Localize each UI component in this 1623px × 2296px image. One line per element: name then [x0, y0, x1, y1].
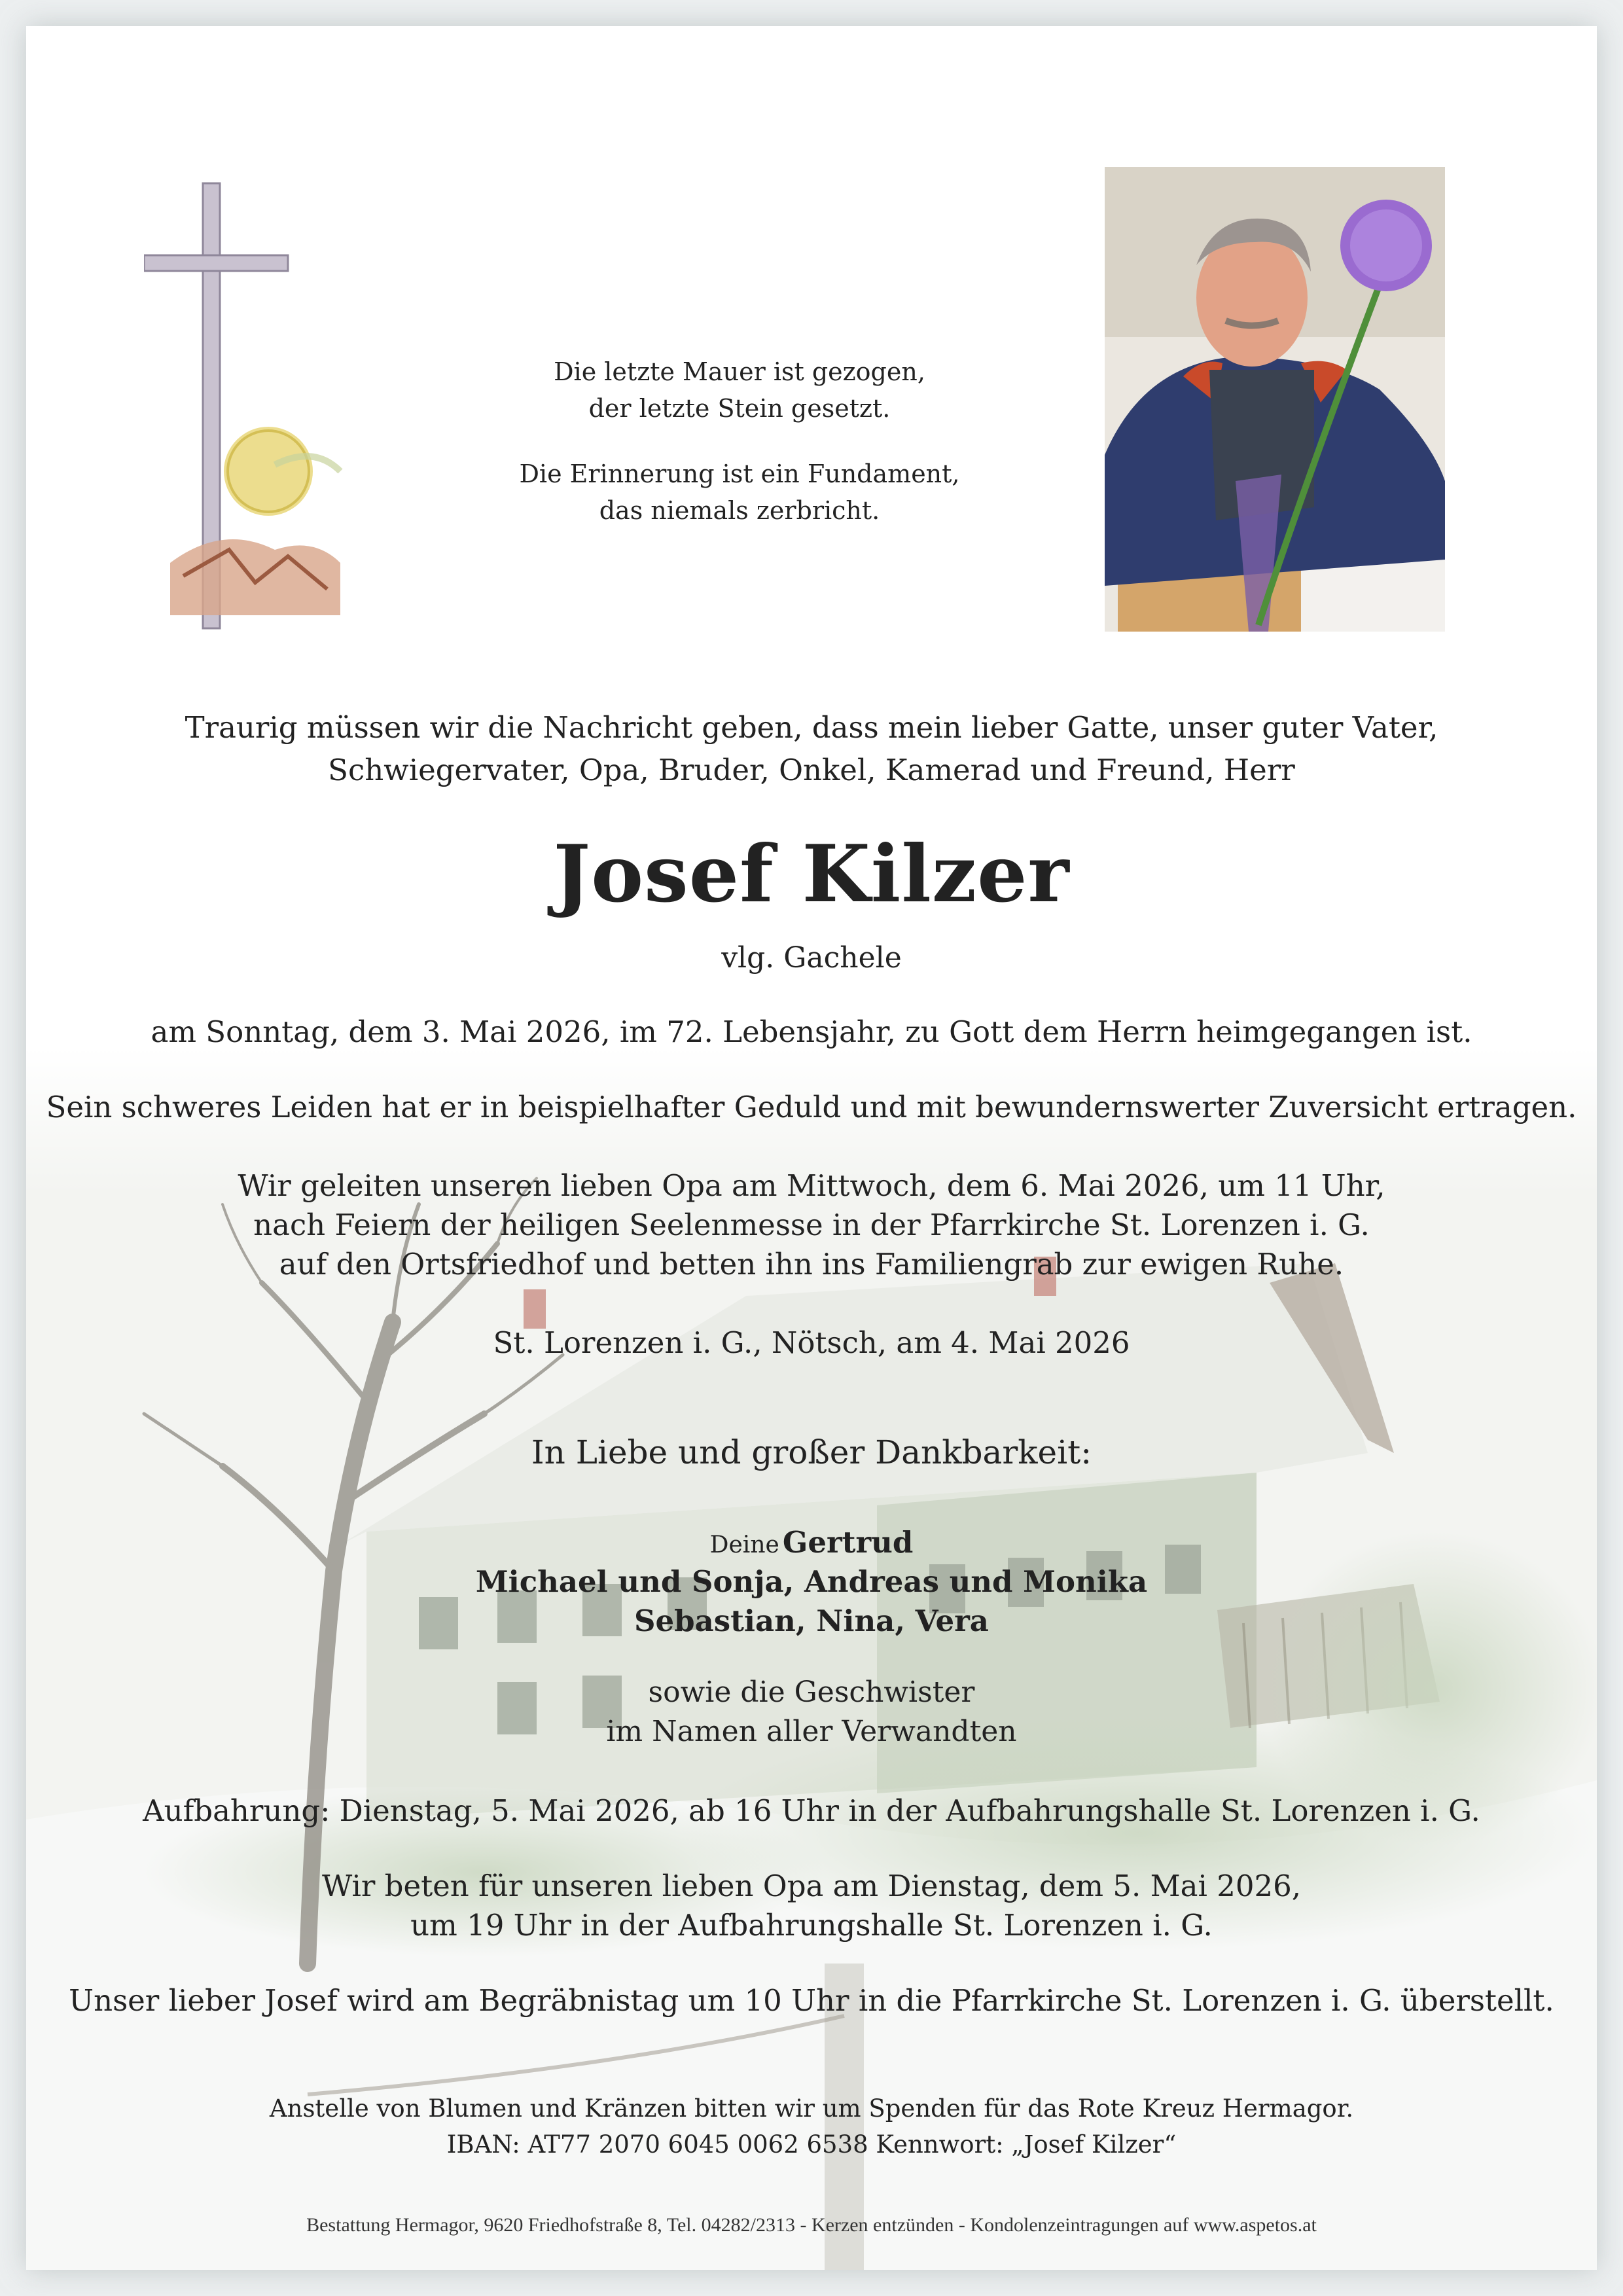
transfer-line: Unser lieber Josef wird am Begräbnistag um 10 Uhr in die Pfarrkirche St. Lorenzen i. G. überstellt.	[69, 1983, 1554, 2018]
funeral-line: auf den Ortsfriedhof und betten ihn ins Familiengrab zur ewigen Ruhe.	[279, 1247, 1344, 1282]
mourners-heading: In Liebe und großer Dankbarkeit:	[531, 1433, 1092, 1471]
intro-line: Schwiegervater, Opa, Bruder, Onkel, Kamerad und Freund, Herr	[328, 753, 1295, 787]
donation-line: Anstelle von Blumen und Kränzen bitten wir um Spenden für das Rote Kreuz Hermagor.	[269, 2094, 1354, 2123]
cross-icon	[144, 157, 366, 655]
laying-out-line: Aufbahrung: Dienstag, 5. Mai 2026, ab 16 Uhr in der Aufbahrungshalle St. Lorenzen i. G.	[143, 1793, 1480, 1828]
siblings-line: sowie die Geschwister	[648, 1676, 975, 1709]
verse-line: das niemals zerbricht.	[599, 496, 880, 525]
memorial-verse	[445, 353, 1034, 558]
obituary-card	[26, 26, 1597, 2270]
suffering-line: Sein schweres Leiden hat er in beispielhafter Geduld und mit bewundernswerter Zuversicht ertragen.	[46, 1090, 1577, 1124]
deine-label: Deine	[709, 1532, 779, 1558]
death-line: am Sonntag, dem 3. Mai 2026, im 72. Lebensjahr, zu Gott dem Herrn heimgegangen ist.	[151, 1014, 1472, 1049]
intro-line: Traurig müssen wir die Nachricht geben, dass mein lieber Gatte, unser guter Vater,	[185, 710, 1438, 745]
verse-line: der letzte Stein gesetzt.	[588, 394, 891, 423]
verse-line: Die Erinnerung ist ein Fundament,	[519, 459, 960, 488]
wife-name: Gertrud	[782, 1525, 914, 1560]
prayer-line: um 19 Uhr in der Aufbahrungshalle St. Lorenzen i. G.	[410, 1908, 1213, 1943]
donation-iban: IBAN: AT77 2070 6045 0062 6538 Kennwort: „Josef Kilzer“	[446, 2130, 1177, 2159]
funeral-line: nach Feiern der heiligen Seelenmesse in der Pfarrkirche St. Lorenzen i. G.	[253, 1208, 1370, 1242]
nickname: vlg. Gachele	[721, 941, 902, 975]
relatives-line: im Namen aller Verwandten	[606, 1715, 1017, 1748]
verse-line: Die letzte Mauer ist gezogen,	[554, 357, 925, 386]
wife-line	[26, 1525, 1597, 1560]
deceased-name: Josef Kilzer	[553, 828, 1070, 920]
grandchildren-names: Sebastian, Nina, Vera	[634, 1604, 989, 1638]
funeral-line: Wir geleiten unseren lieben Opa am Mittwoch, dem 6. Mai 2026, um 11 Uhr,	[238, 1168, 1385, 1203]
place-date: St. Lorenzen i. G., Nötsch, am 4. Mai 2026	[493, 1325, 1130, 1360]
prayer-line: Wir beten für unseren lieben Opa am Dienstag, dem 5. Mai 2026,	[321, 1869, 1302, 1903]
children-names: Michael und Sonja, Andreas und Monika	[475, 1564, 1148, 1599]
deceased-portrait-photo	[1105, 167, 1445, 632]
funeral-home-footer: Bestattung Hermagor, 9620 Friedhofstraße 8, Tel. 04282/2313 - Kerzen entzünden - Kondolenzeintragungen auf www.aspetos.at	[306, 2214, 1317, 2236]
